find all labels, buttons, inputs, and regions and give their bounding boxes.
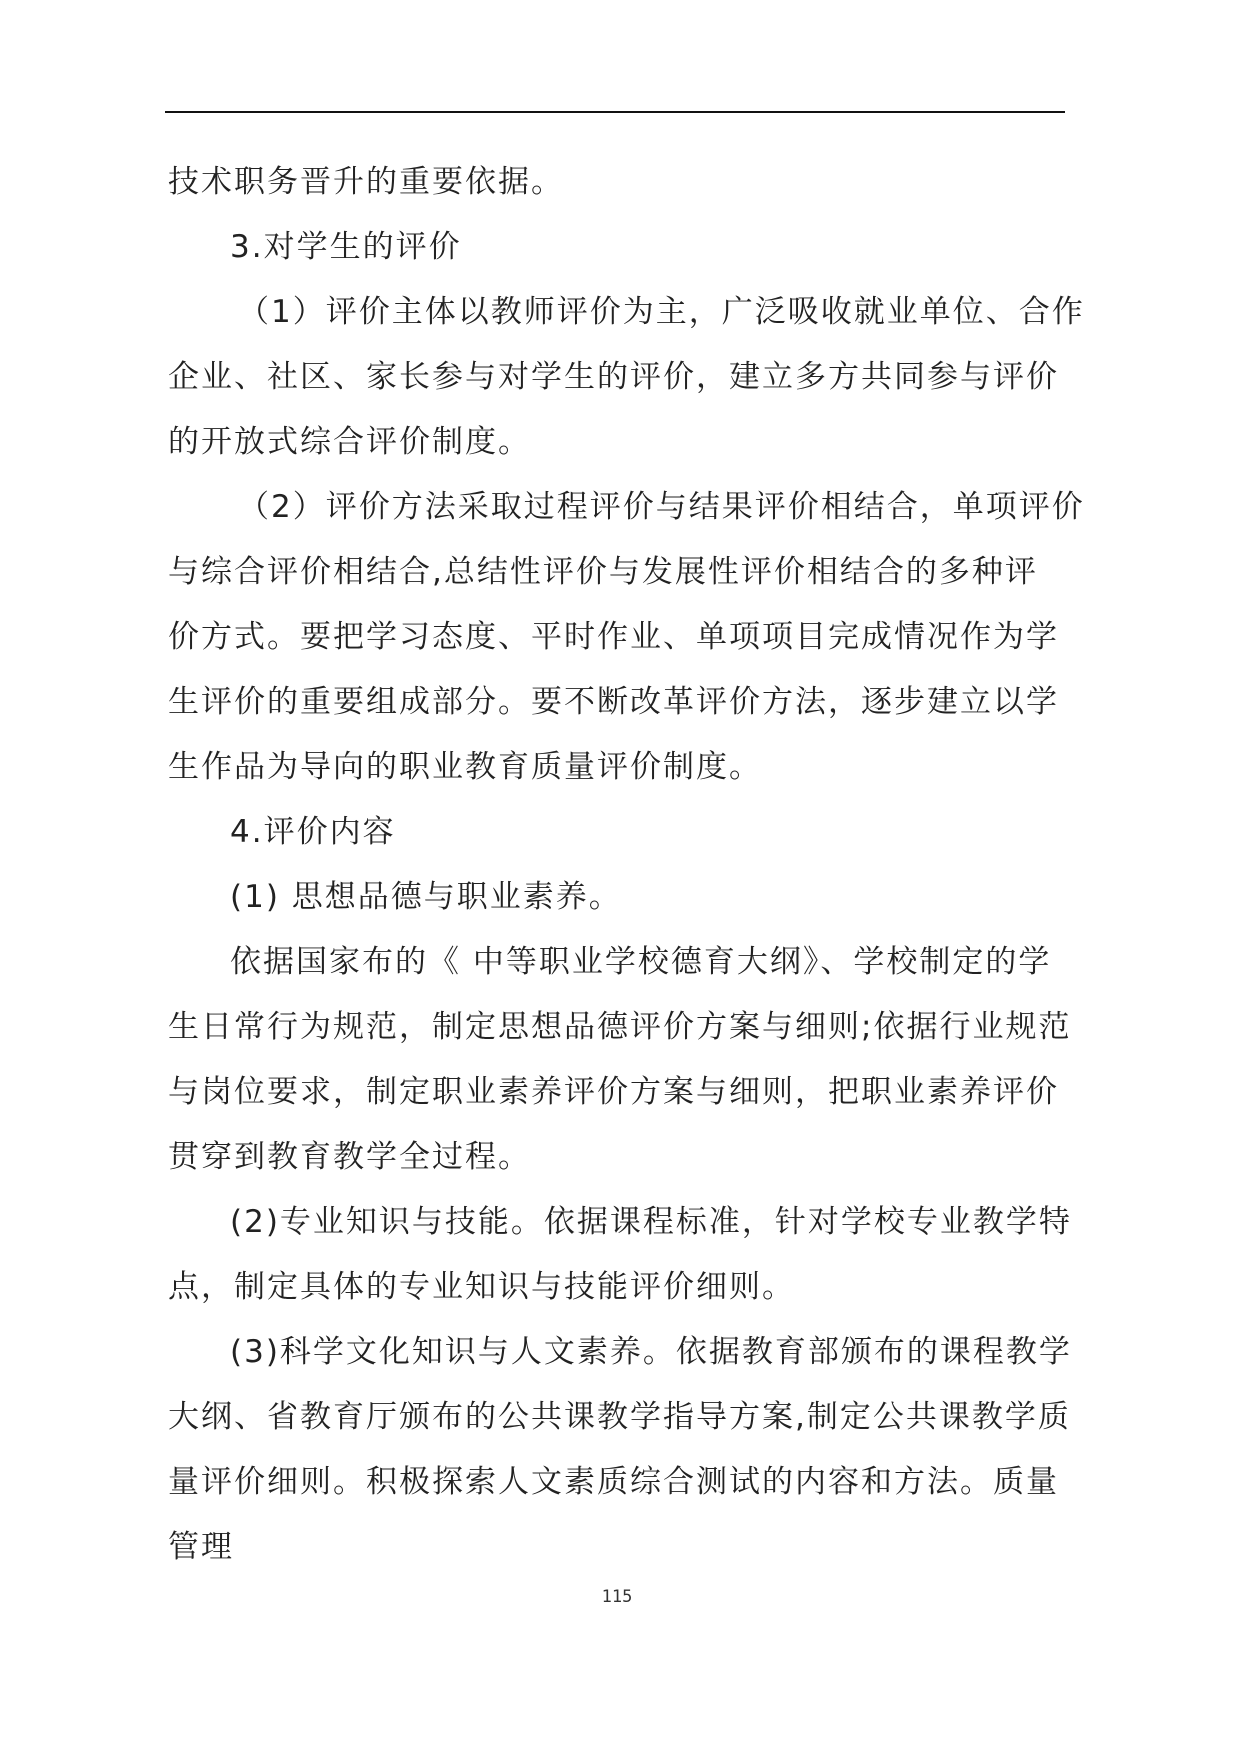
section-heading: 4.评价内容 <box>230 814 396 850</box>
subsection-heading: (1) 思想品德与职业素养。 <box>230 879 622 915</box>
body-line: 依据国家布的《 中等职业学校德育大纲》、学校制定的学 <box>230 944 1052 980</box>
body-line: 企业、社区、家长参与对学生的评价，建立多方共同参与评价 <box>168 359 1059 395</box>
body-line: (3)科学文化知识与人文素养。依据教育部颁布的课程教学 <box>230 1334 1072 1370</box>
body-line: 生评价的重要组成部分。要不断改革评价方法，逐步建立以学 <box>168 684 1059 720</box>
body-line: 与岗位要求，制定职业素养评价方案与细则，把职业素养评价 <box>168 1074 1059 1110</box>
body-line: 点，制定具体的专业知识与技能评价细则。 <box>168 1269 795 1305</box>
body-line: 量评价细则。积极探索人文素质综合测试的内容和方法。质量 <box>168 1464 1059 1500</box>
body-line: 贯穿到教育教学全过程。 <box>168 1139 531 1175</box>
body-line: 与综合评价相结合,总结性评价与发展性评价相结合的多种评 <box>168 554 1038 590</box>
body-line: （2）评价方法采取过程评价与结果评价相结合，单项评价 <box>238 489 1085 525</box>
body-line: （1）评价主体以教师评价为主，广泛吸收就业单位、合作 <box>238 294 1085 330</box>
body-line: 生日常行为规范，制定思想品德评价方案与细则;依据行业规范 <box>168 1009 1072 1045</box>
body-line: (2)专业知识与技能。依据课程标准，针对学校专业教学特 <box>230 1204 1072 1240</box>
body-line: 管理 <box>168 1529 234 1565</box>
body-line: 生作品为导向的职业教育质量评价制度。 <box>168 749 762 785</box>
header-rule <box>165 111 1065 113</box>
document-body <box>168 150 1085 1580</box>
page-number: 115 <box>601 1587 633 1607</box>
body-line: 价方式。要把学习态度、平时作业、单项项目完成情况作为学 <box>168 619 1059 655</box>
body-line: 技术职务晋升的重要依据。 <box>168 164 564 200</box>
body-line: 的开放式综合评价制度。 <box>168 424 531 460</box>
body-line: 大纲、省教育厅颁布的公共课教学指导方案,制定公共课教学质 <box>168 1399 1071 1435</box>
section-heading: 3.对学生的评价 <box>230 229 462 265</box>
